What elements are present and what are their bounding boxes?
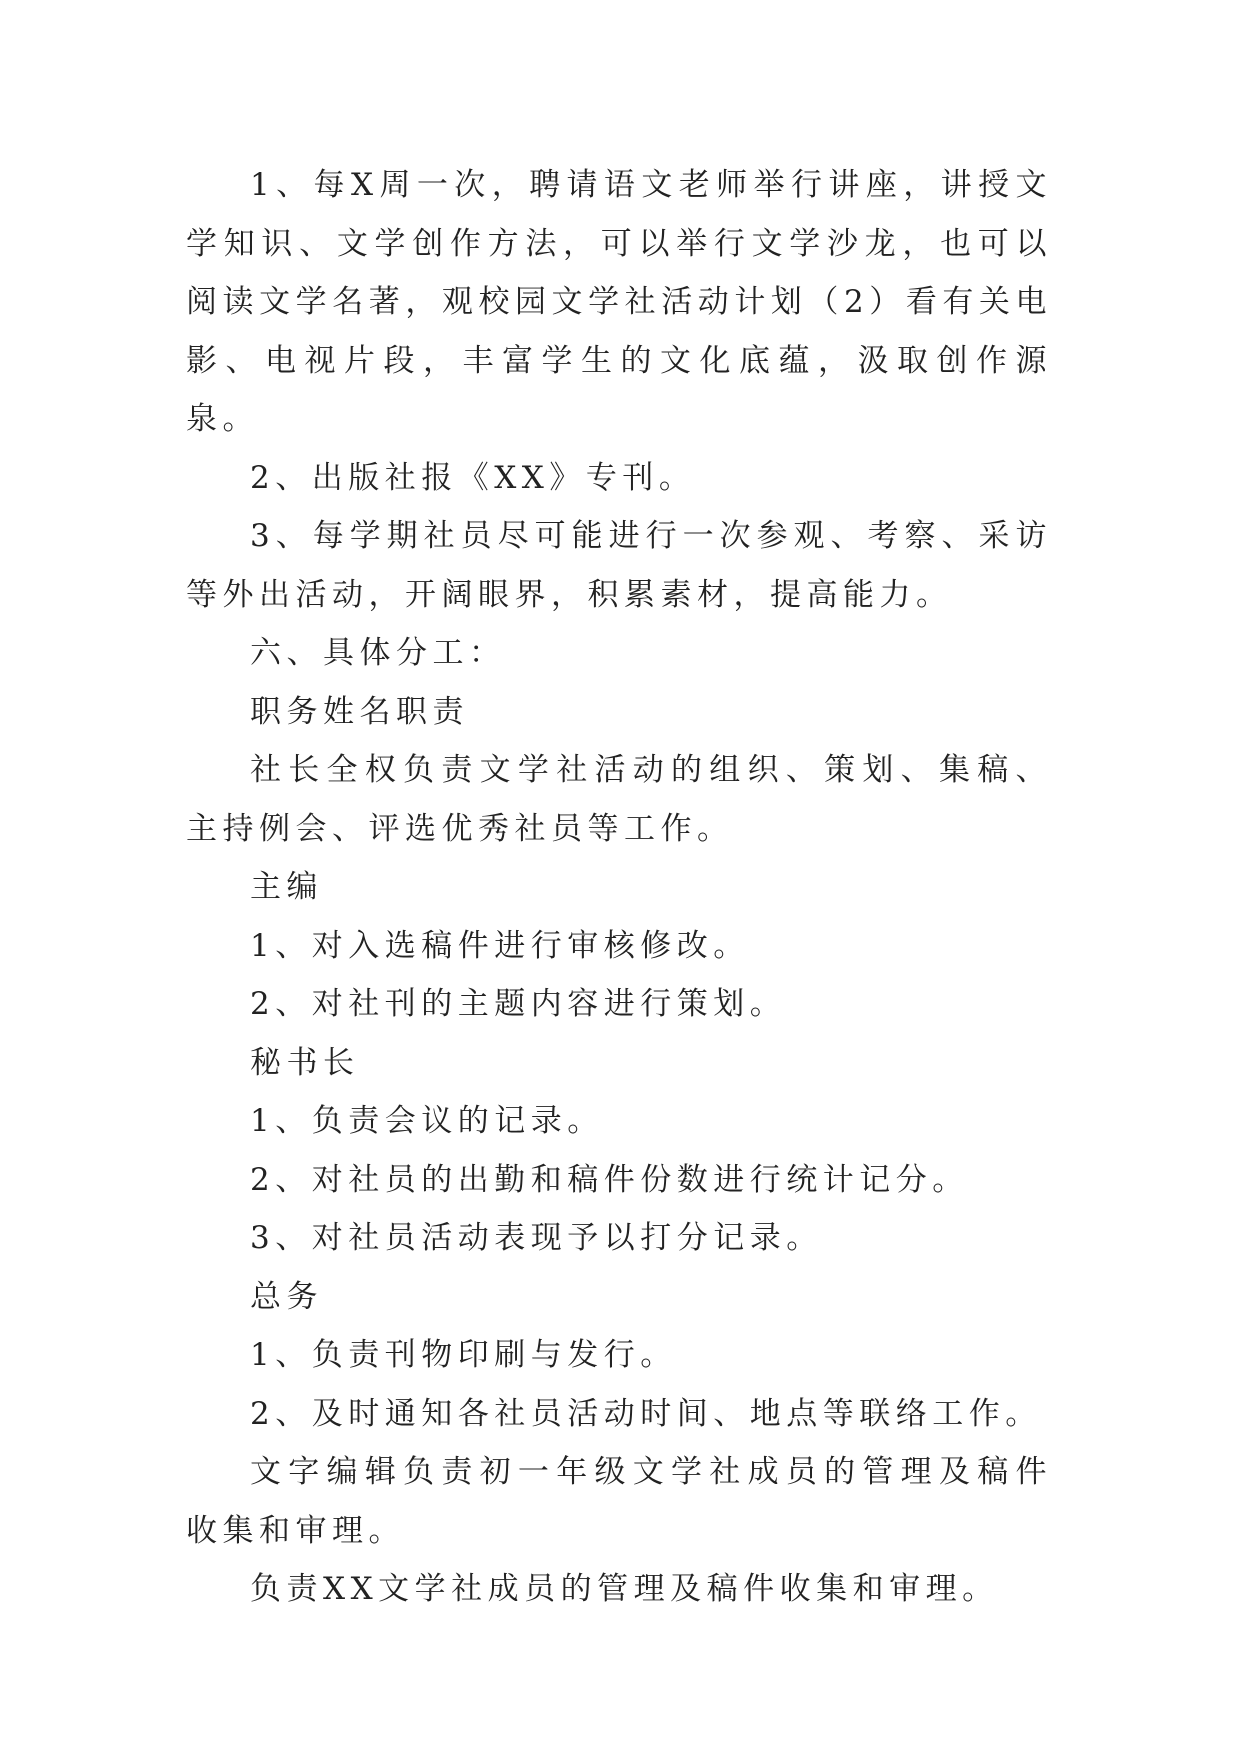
role-secretary-general: 秘书长 bbox=[250, 1044, 360, 1081]
secretary-duty-3: 3、对社员活动表现予以打分记录。 bbox=[250, 1220, 823, 1256]
paragraph-activity-2: 2、出版社报《XX》专刊。 bbox=[250, 459, 696, 496]
paragraph-member-management: 负责XX文学社成员的管理及稿件收集和审理。 bbox=[250, 1571, 999, 1607]
document-body bbox=[186, 156, 1052, 1619]
secretary-duty-1: 1、负责会议的记录。 bbox=[250, 1103, 604, 1139]
editor-duty-1: 1、对入选稿件进行审核修改。 bbox=[250, 927, 750, 964]
table-header-line: 职务姓名职责 bbox=[250, 693, 469, 730]
paragraph-president: 社长全权负责文学社活动的组织、策划、集稿、主持例会、评选优秀社员等工作。 bbox=[186, 752, 1052, 847]
paragraph-activity-3: 3、每学期社员尽可能进行一次参观、考察、采访等外出活动，开阔眼界，积累素材，提高能力。 bbox=[186, 518, 1052, 613]
editor-duty-2: 2、对社刊的主题内容进行策划。 bbox=[250, 986, 787, 1022]
section-heading-division: 六、具体分工： bbox=[250, 635, 506, 671]
secretary-duty-2: 2、对社员的出勤和稿件份数进行统计记分。 bbox=[250, 1161, 969, 1198]
role-general-affairs: 总务 bbox=[250, 1278, 323, 1315]
affairs-duty-1: 1、负责刊物印刷与发行。 bbox=[250, 1337, 677, 1373]
paragraph-text-editor: 文字编辑负责初一年级文学社成员的管理及稿件收集和审理。 bbox=[186, 1454, 1052, 1549]
paragraph-activity-1: 1、每X周一次，聘请语文老师举行讲座，讲授文学知识、文学创作方法，可以举行文学沙龙，也可以阅读文学名著，观校园文学社活动计划（2）看有关电影、电视片段，丰富学生的文化底蕴，汲取创作源泉。 bbox=[186, 167, 1052, 437]
affairs-duty-2: 2、及时通知各社员活动时间、地点等联络工作。 bbox=[250, 1395, 1042, 1432]
role-editor-in-chief: 主编 bbox=[250, 869, 323, 905]
